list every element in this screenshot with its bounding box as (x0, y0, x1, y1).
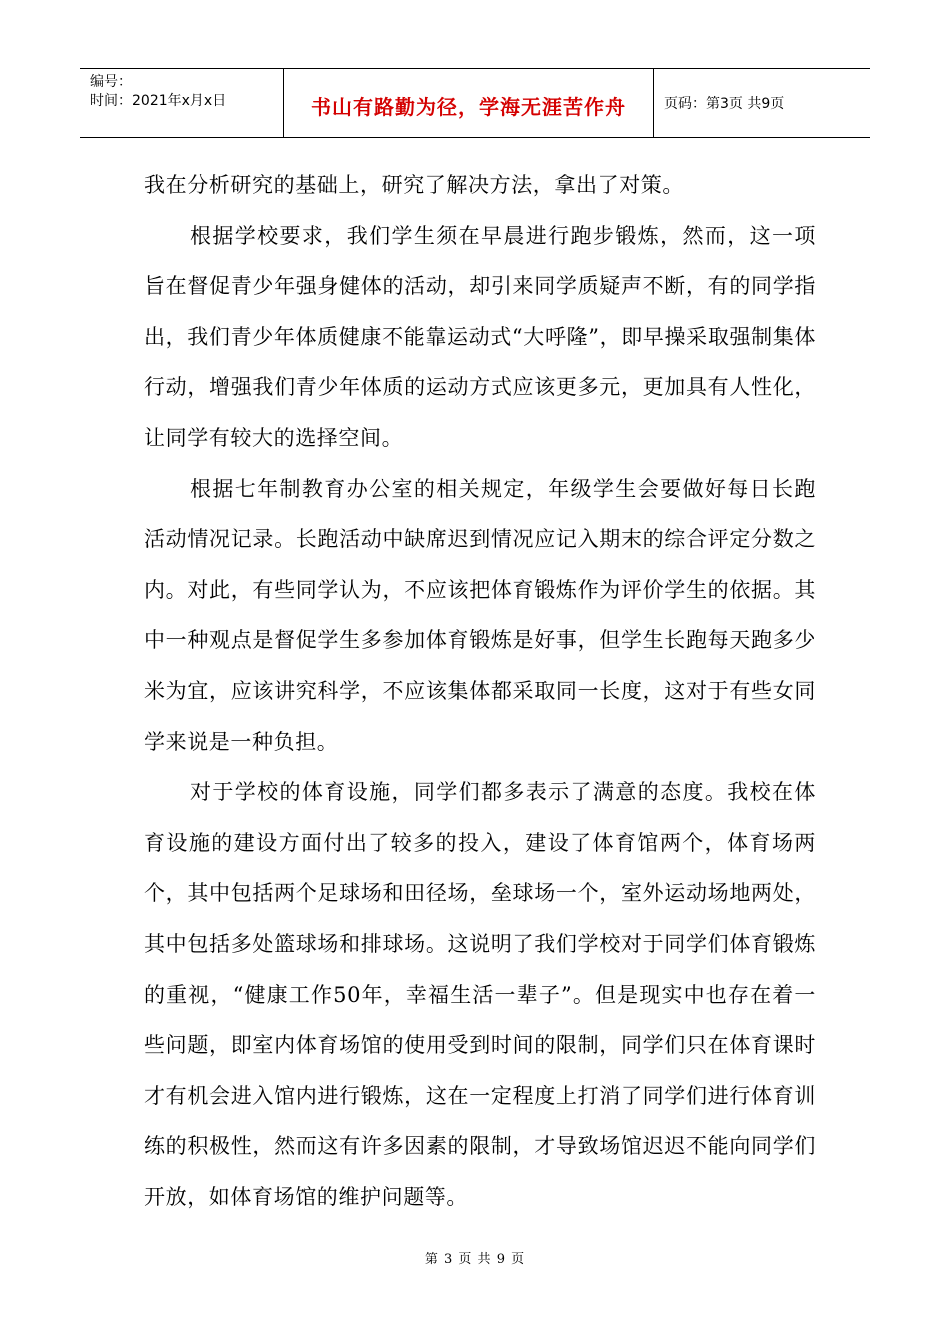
document-number-label: 编号： (90, 74, 132, 90)
document-body (144, 160, 816, 1222)
paragraph-running-records: 根据七年制教育办公室的相关规定，年级学生会要做好每日长跑活动情况记录。长跑活动中缺席迟到情况应记入期末的综合评定分数之内。对此，有些同学认为，不应该把体育锻炼作为评价学生的依据。其中一种观点是督促学生多参加体育锻炼是好事，但学生长跑每天跑多少米为宜，应该讲究科学，不应该集体都采取同一长度，这对于有些女同学来说是一种负担。 (144, 476, 816, 754)
page-footer: 第 3 页 共 9 页 (424, 1252, 526, 1267)
header-page-cell (654, 69, 870, 137)
paragraph-morning-running: 根据学校要求，我们学生须在早晨进行跑步锻炼，然而，这一项旨在督促青少年强身健体的活动，却引来同学质疑声不断，有的同学指出，我们青少年体质健康不能靠运动式“大呼隆”，即早操采取强制集体行动，增强我们青少年体质的运动方式应该更多元，更加具有人性化，让同学有较大的选择空间。 (144, 223, 816, 450)
page-header (80, 68, 870, 138)
paragraph-continuation: 我在分析研究的基础上，研究了解决方法，拿出了对策。 (144, 173, 684, 197)
header-motto: 书山有路勤为径，学海无涯苦作舟 (311, 94, 626, 119)
header-page-info: 页码：第3页 共9页 (664, 96, 785, 112)
document-date-label: 时间：2021年x月x日 (90, 93, 227, 109)
paragraph-sports-facilities: 对于学校的体育设施，同学们都多表示了满意的态度。我校在体育设施的建设方面付出了较多的投入，建设了体育馆两个，体育场两个，其中包括两个足球场和田径场，垒球场一个，室外运动场地两处，其中包括多处篮球场和排球场。这说明了我们学校对于同学们体育锻炼的重视，“健康工作50年，幸福生活一辈子”。但是现实中也存在着一些问题，即室内体育场馆的使用受到时间的限制，同学们只在体育课时才有机会进入馆内进行锻炼，这在一定程度上打消了同学们进行体育训练的积极性，然而这有许多因素的限制，才导致场馆迟迟不能向同学们开放，如体育场馆的维护问题等。 (144, 780, 816, 1209)
header-motto-cell (284, 69, 654, 137)
header-meta-cell (80, 69, 284, 137)
